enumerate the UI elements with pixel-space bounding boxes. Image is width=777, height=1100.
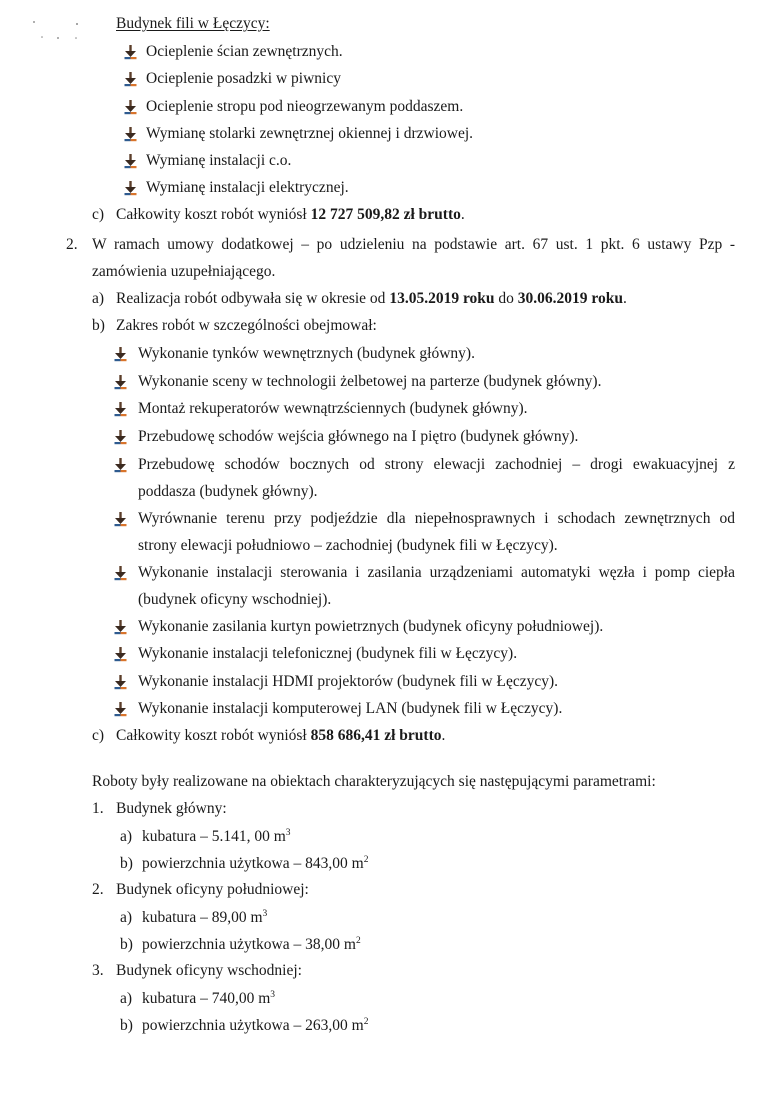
building-marker: 2. <box>92 881 104 898</box>
building-name: Budynek główny: <box>116 800 227 817</box>
arrow-bullet-icon <box>114 430 127 445</box>
arrow-bullet-icon <box>124 100 137 115</box>
building-area: powierzchnia użytkowa – 263,00 $m^2$ <box>142 1017 369 1034</box>
building-name: Budynek oficyny południowej: <box>116 881 309 898</box>
point2-line2: zamówienia uzupełniającego. <box>92 263 276 280</box>
cost1-line: Całkowity koszt robót wyniósł 12 727 509,82 zł brutto. <box>116 206 465 223</box>
building-volume: kubatura – 5.141, 00 $m^3$ <box>142 828 291 845</box>
params-intro: Roboty były realizowane na obiektach charakteryzujących się następującymi parametrami: <box>92 773 656 790</box>
building-marker: 1. <box>92 800 104 817</box>
arrow-bullet-icon <box>114 512 127 527</box>
arrow-bullet-icon <box>124 154 137 169</box>
arrow-bullet-icon <box>114 675 127 690</box>
arrow-bullet-icon <box>114 566 127 581</box>
arrow-bullet-icon <box>124 45 137 60</box>
list-item: Wykonanie tynków wewnętrznych (budynek główny). <box>138 345 475 362</box>
point2-marker: 2. <box>66 236 78 253</box>
arrow-bullet-icon <box>114 620 127 635</box>
list-item: Przebudowę schodów bocznych od strony elewacji zachodniej – drogi ewakuacyjnej z <box>138 456 735 473</box>
list-item: Wymianę instalacji elektrycznej. <box>146 179 349 196</box>
arrow-bullet-icon <box>114 402 127 417</box>
list-item: Montaż rekuperatorów wewnątrzściennych (budynek główny). <box>138 400 528 417</box>
list-item: Wykonanie instalacji HDMI projektorów (budynek fili w Łęczycy). <box>138 673 559 690</box>
building-a-marker: a) <box>120 909 133 926</box>
cost2-amount: 858 686,41 zł brutto <box>310 727 442 744</box>
list-item: Wymianę stolarki zewnętrznej okiennej i drzwiowej. <box>146 125 474 142</box>
building-b-marker: b) <box>120 855 133 872</box>
building-name: Budynek oficyny wschodniej: <box>116 962 302 979</box>
building-area: powierzchnia użytkowa – 38,00 $m^2$ <box>142 936 361 953</box>
date-to: 30.06.2019 roku <box>517 290 623 307</box>
arrow-bullet-icon <box>124 127 137 142</box>
cost1-amount: 12 727 509,82 zł brutto <box>310 206 461 223</box>
list-item: Ocieplenie posadzki w piwnicy <box>146 70 341 87</box>
list-item: Wykonanie instalacji sterowania i zasilania urządzeniami automatyki węzła i pomp ciepła <box>138 564 735 581</box>
building-a-marker: a) <box>120 828 133 845</box>
scope-marker: b) <box>92 317 105 334</box>
realization-marker: a) <box>92 290 105 307</box>
fili-heading: Budynek fili w Łęczycy: <box>116 15 270 32</box>
list-item: Wyrównanie terenu przy podjeździe dla niepełnosprawnych i schodach zewnętrznych od <box>138 510 735 527</box>
building-area: powierzchnia użytkowa – 843,00 $m^2$ <box>142 855 369 872</box>
arrow-bullet-icon <box>114 702 127 717</box>
list-item: Wykonanie instalacji komputerowej LAN (budynek fili w Łęczycy). <box>138 700 563 717</box>
date-from: 13.05.2019 roku <box>389 290 495 307</box>
building-b-marker: b) <box>120 1017 133 1034</box>
arrow-bullet-icon <box>114 458 127 473</box>
list-item-continuation: poddasza (budynek główny). <box>138 483 318 500</box>
point2-line1: W ramach umowy dodatkowej – po udzieleniu na podstawie art. 67 ust. 1 pkt. 6 ustawy Pzp - <box>92 236 735 253</box>
building-a-marker: a) <box>120 990 133 1007</box>
list-item: Ocieplenie ścian zewnętrznych. <box>146 43 343 60</box>
building-volume: kubatura – 89,00 $m^3$ <box>142 909 268 926</box>
list-item: Wykonanie sceny w technologii żelbetowej na parterze (budynek główny). <box>138 373 602 390</box>
arrow-bullet-icon <box>114 375 127 390</box>
list-item-continuation: strony elewacji południowo – zachodniej (budynek fili w Łęczycy). <box>138 537 558 554</box>
arrow-bullet-icon <box>114 347 127 362</box>
list-item: Wykonanie zasilania kurtyn powietrznych (budynek oficyny południowej). <box>138 618 604 635</box>
cost2-marker: c) <box>92 727 105 744</box>
list-item: Przebudowę schodów wejścia głównego na I piętro (budynek główny). <box>138 428 579 445</box>
arrow-bullet-icon <box>114 647 127 662</box>
scan-specks <box>28 16 88 42</box>
building-marker: 3. <box>92 962 104 979</box>
list-item: Wymianę instalacji c.o. <box>146 152 292 169</box>
arrow-bullet-icon <box>124 72 137 87</box>
list-item: Wykonanie instalacji telefonicznej (budynek fili w Łęczycy). <box>138 645 518 662</box>
cost1-marker: c) <box>92 206 105 223</box>
scope-heading: Zakres robót w szczególności obejmował: <box>116 317 377 334</box>
list-item-continuation: (budynek oficyny wschodniej). <box>138 591 332 608</box>
realization-line: Realizacja robót odbywała się w okresie od 13.05.2019 roku do 30.06.2019 roku. <box>116 290 627 307</box>
building-volume: kubatura – 740,00 $m^3$ <box>142 990 276 1007</box>
list-item: Ocieplenie stropu pod nieogrzewanym poddaszem. <box>146 98 464 115</box>
arrow-bullet-icon <box>124 181 137 196</box>
building-b-marker: b) <box>120 936 133 953</box>
cost2-line: Całkowity koszt robót wyniósł 858 686,41 zł brutto. <box>116 727 446 744</box>
